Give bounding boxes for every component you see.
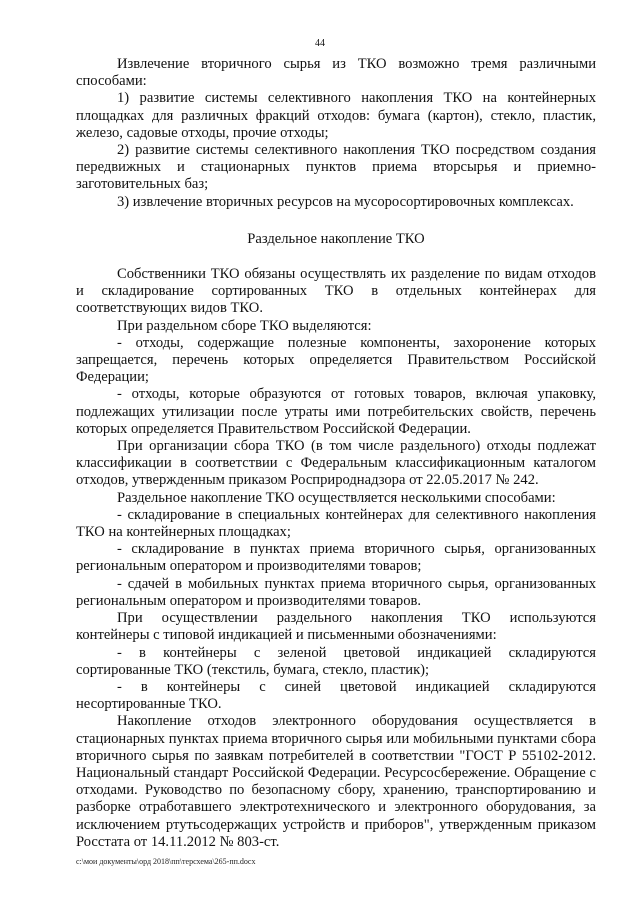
bullet-finished-goods: - отходы, которые образуются от готовых товаров, включая упаковку, подлежащих утилизации после утраты ими потребительских свойств, перечень которых определяется Правительством Российской Федерации. (76, 386, 596, 437)
paragraph-methods: Раздельное накопление ТКО осуществляется несколькими способами: (117, 489, 556, 506)
page-number: 44 (315, 38, 325, 49)
list-item-3: 3) извлечение вторичных ресурсов на мусоросортировочных комплексах. (117, 193, 574, 210)
bullet-useful-components: - отходы, содержащие полезные компоненты, захоронение которых запрещается, перечень которых определяется Правительством Российской Федерации; (76, 334, 596, 386)
bullet-blue-containers: - в контейнеры с синей цветовой индикацией складируются несортированные ТКО. (76, 678, 596, 713)
paragraph-classification: При организации сбора ТКО (в том числе раздельного) отходы подлежат классификации в соответствии с Федеральным классификационным каталогом отходов, утвержденным приказом Росприроднадзора от 22.05.2017 № 242. (76, 438, 596, 489)
bullet-green-containers: - в контейнеры с зеленой цветовой индикацией складируются сортированные ТКО (текстиль, бумага, стекло, пластик); (76, 644, 596, 678)
paragraph-containers: При осуществлении раздельного накопления ТКО используются контейнеры с типовой индикацией и письменными обозначениями: (76, 610, 596, 644)
section-heading: Раздельное накопление ТКО (247, 230, 425, 247)
paragraph-separate-collection: При раздельном сборе ТКО выделяются: (117, 317, 372, 334)
list-item-1: 1) развитие системы селективного накопления ТКО на контейнерных площадках для различных фракций отходов: бумага (картон), стекло, пластик, железо, садовые отходы, прочие отходы; (76, 90, 596, 141)
footer-file-path: c:\мои документы\орд 2018\пп\терсхема\265-пп.docx (76, 857, 256, 866)
document-body (76, 56, 596, 851)
paragraph-electronic-waste: Накопление отходов электронного оборудования осуществляется в стационарных пунктах приема вторичного сырья или мобильными пунктами сбора вторичного сырья по заявкам потребителей в соответствии "ГОСТ Р 55102-2012. Национальный стандарт Российской Федерации. Ресурсосбережение. Обращение с отходами. Руководство по безопасному сбору, хранению, транспортированию и разборке отработавшего электротехнического и электронного оборудования, за исключением ртутьсодержащих устройств и приборов", утвержденным приказом Росстата от 14.11.2012 № 803-ст. (76, 713, 596, 850)
bullet-special-containers: - складирование в специальных контейнерах для селективного накопления ТКО на контейнерных площадках; (76, 506, 596, 541)
bullet-reception-points: - складирование в пунктах приема вторичного сырья, организованных региональным оператором и производителями товаров; (76, 541, 596, 575)
bullet-mobile-points: - сдачей в мобильных пунктах приема вторичного сырья, организованных региональным оператором и производителями товаров. (76, 575, 596, 609)
paragraph-owners: Собственники ТКО обязаны осуществлять их разделение по видам отходов и складирование сортированных ТКО в отдельных контейнерах для соответствующих видов ТКО. (76, 266, 596, 317)
list-item-2: 2) развитие системы селективного накопления ТКО посредством создания передвижных и стационарных пунктов приема вторсырья и приемно-заготовительных баз; (76, 142, 596, 193)
paragraph-intro: Извлечение вторичного сырья из ТКО возможно тремя различными способами: (76, 56, 596, 90)
